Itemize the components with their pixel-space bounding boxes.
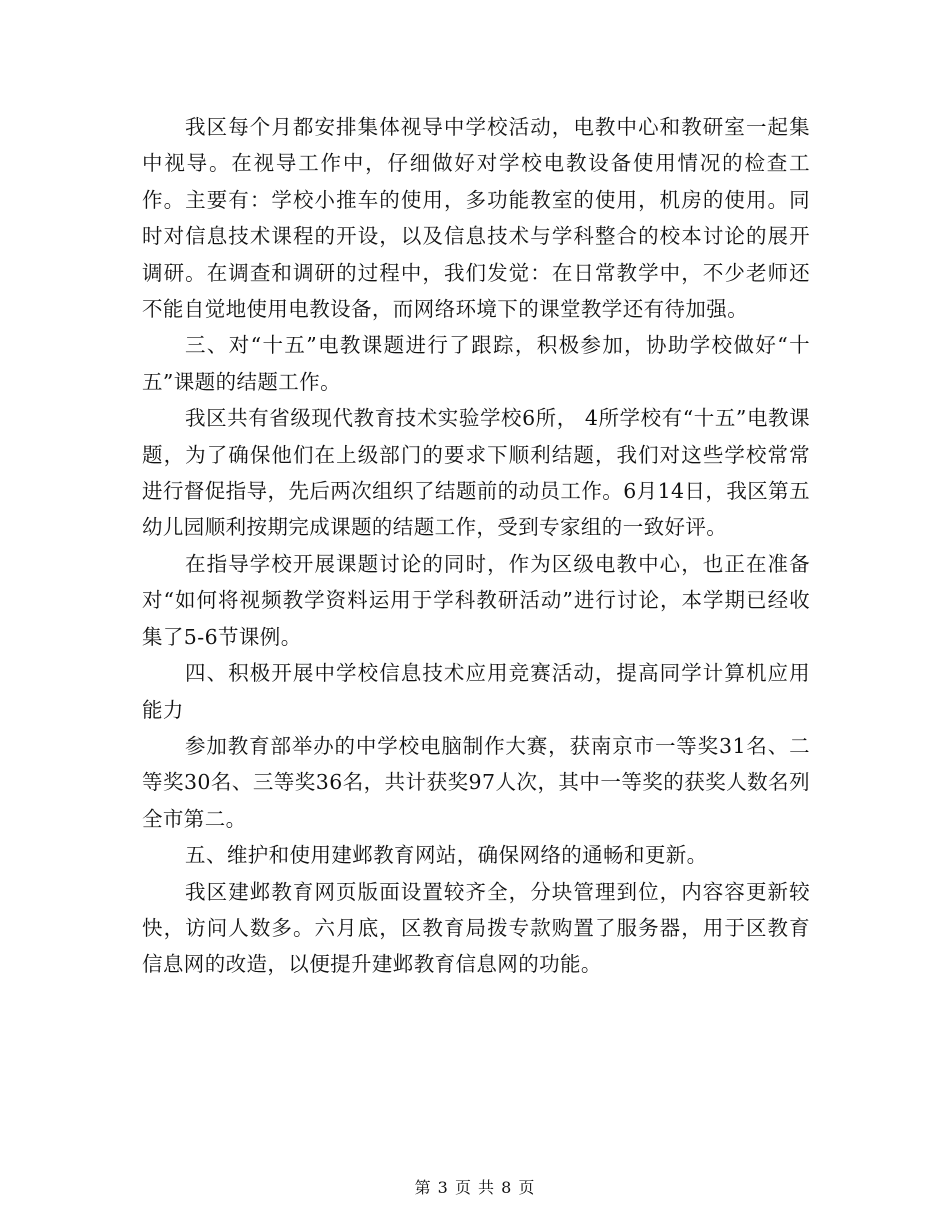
- paragraph-experimental-schools: 我区共有省级现代教育技术实验学校6所， 4所学校有“十五”电教课题，为了确保他们在上级部门的要求下顺利结题，我们对这些学校常常进行督促指导，先后两次组织了结题前的动员工作。6月14日，我区第五幼儿园顺利按期完成课题的结题工作，受到专家组的一致好评。: [142, 406, 810, 540]
- page-footer: 第 3 页 共 8 页: [414, 1178, 536, 1197]
- section-heading-five: 五、维护和使用建邺教育网站，确保网络的通畅和更新。: [185, 843, 708, 868]
- paragraph-research-guidance: 在指导学校开展课题讨论的同时，作为区级电教中心，也正在准备对“如何将视频教学资料运用于学科教研活动”进行讨论，本学期已经收集了5-6节课例。: [142, 551, 810, 649]
- paragraph-competition-results: 参加教育部举办的中学校电脑制作大赛，获南京市一等奖31名、二等奖30名、三等奖36名，共计获奖97人次，其中一等奖的获奖人数名列全市第二。: [142, 733, 810, 831]
- paragraph-website: 我区建邺教育网页版面设置较齐全，分块管理到位，内容容更新较快，访问人数多。六月底，区教育局拨专款购置了服务器，用于区教育信息网的改造，以便提升建邺教育信息网的功能。: [142, 879, 810, 977]
- document-body: [142, 109, 810, 983]
- section-heading-four: 四、积极开展中学校信息技术应用竞赛活动，提高同学计算机应用能力: [142, 661, 810, 722]
- paragraph-inspection: 我区每个月都安排集体视导中学校活动，电教中心和教研室一起集中视导。在视导工作中，仔细做好对学校电教设备使用情况的检查工作。主要有：学校小推车的使用，多功能教室的使用，机房的使用。同时对信息技术课程的开设，以及信息技术与学科整合的校本讨论的展开调研。在调查和调研的过程中，我们发觉：在日常教学中，不少老师还不能自觉地使用电教设备，而网络环境下的课堂教学还有待加强。: [142, 115, 810, 322]
- section-heading-three: 三、对“十五”电教课题进行了跟踪，积极参加，协助学校做好“十五”课题的结题工作。: [142, 333, 810, 394]
